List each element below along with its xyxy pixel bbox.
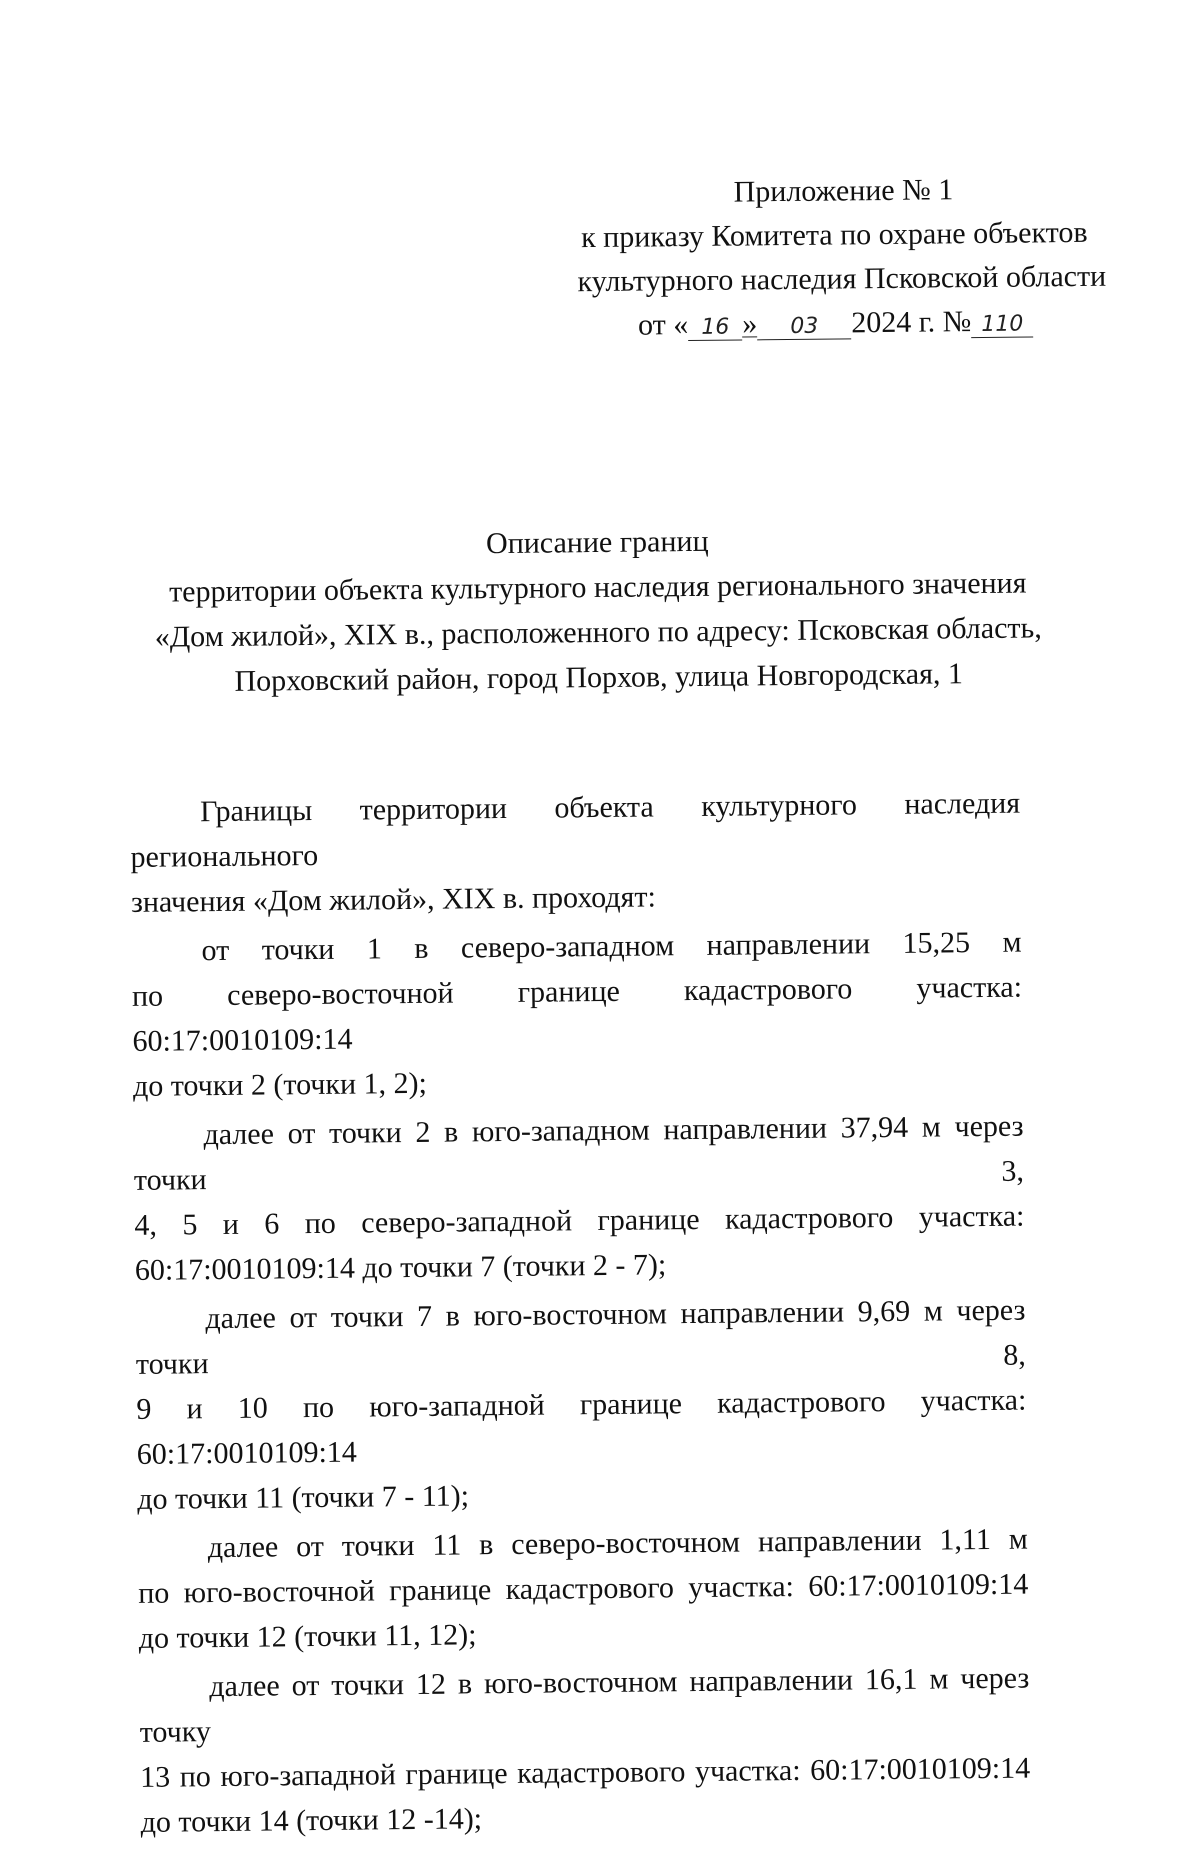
paragraph-intro — [130, 781, 1021, 925]
paragraph-line: далее от точки 12 в юго-восточном направлении 16,1 м через точку — [139, 1661, 1030, 1749]
appendix-title: Приложение № 1 — [733, 173, 954, 209]
date-prefix: от « — [637, 308, 689, 342]
handwritten-number: 110 — [971, 312, 1033, 338]
paragraph-line: 60:17:0010109:14 до точки 7 (точки 2 - 7); — [134, 1248, 667, 1287]
paragraph-line: до точки 14 (точки 12 -14); — [140, 1802, 483, 1839]
paragraph-segment-1 — [131, 920, 1023, 1109]
paragraph-line: до точки 12 (точки 11, 12); — [138, 1618, 477, 1655]
document-title — [87, 515, 1109, 706]
paragraph-line: далее от точки 2 в юго-западном направлении 37,94 м через точки 3, — [133, 1109, 1025, 1197]
appendix-header — [553, 167, 1115, 349]
paragraph-segment-3 — [135, 1288, 1027, 1522]
paragraph-line: 4, 5 и 6 по северо-западной границе кадастрового участка: — [134, 1199, 1025, 1242]
date-quote-close: » — [742, 307, 758, 341]
appendix-order-ref: к приказу Комитета по охране объектов — [580, 215, 1088, 255]
title-line-1: Описание границ — [485, 524, 709, 561]
paragraph-line: 13 по юго-западной границе кадастрового участка: 60:17:0010109:14 — [140, 1751, 1031, 1794]
paragraph-line: до точки 11 (точки 7 - 11); — [137, 1479, 470, 1516]
title-line-3: «Дом жилой», XIX в., расположенного по адресу: Псковская область, — [154, 611, 1042, 654]
paragraph-line: по северо-восточной границе кадастрового участка: 60:17:0010109:14 — [131, 970, 1023, 1058]
appendix-committee: культурного наследия Псковской области — [577, 259, 1107, 299]
paragraph-line: Границы территории объекта культурного наследия регионального — [130, 786, 1021, 874]
appendix-date-number — [555, 299, 1115, 349]
paragraph-line: от точки 1 в северо-западном направлении 15,25 м — [201, 925, 1022, 968]
document-body — [130, 781, 1031, 1849]
paragraph-line: до точки 2 (точки 1, 2); — [132, 1066, 428, 1103]
date-year: 2024 г. № — [851, 305, 972, 340]
paragraph-segment-5 — [139, 1656, 1031, 1845]
handwritten-day: 16 — [688, 315, 742, 341]
handwritten-month: 03 — [757, 314, 851, 340]
paragraph-line: далее от точки 11 в северо-восточном направлении 1,11 м — [207, 1522, 1028, 1565]
paragraph-segment-2 — [133, 1104, 1025, 1293]
paragraph-line: 9 и 10 по юго-западной границе кадастрового участка: 60:17:0010109:14 — [136, 1383, 1027, 1471]
title-line-4: Порховский район, город Порхов, улица Новгородская, 1 — [234, 657, 964, 698]
title-line-2: территории объекта культурного наследия регионального значения — [168, 566, 1027, 609]
paragraph-segment-4 — [138, 1517, 1029, 1661]
paragraph-line: значения «Дом жилой», XIX в. проходят: — [130, 880, 657, 919]
paragraph-line: по юго-восточной границе кадастрового участка: 60:17:0010109:14 — [138, 1567, 1029, 1610]
paragraph-line: далее от точки 7 в юго-восточном направлении 9,69 м через точки 8, — [135, 1293, 1027, 1381]
